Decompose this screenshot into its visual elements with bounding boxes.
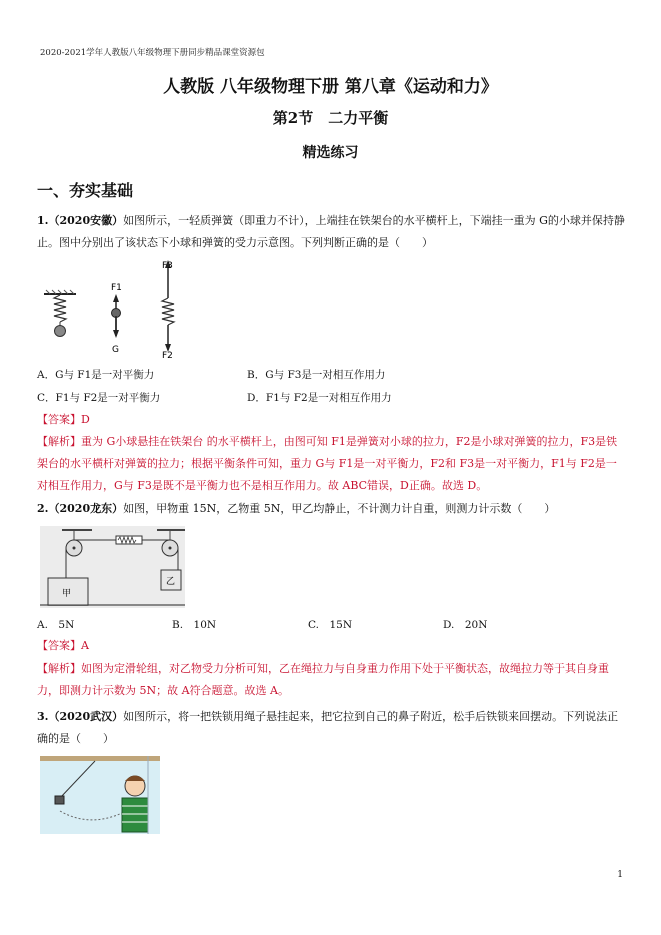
option-b: B．G与 F3是一对相互作用力 (247, 369, 386, 381)
question-text: 如图所示，一轻质弹簧（即重力不计），上端挂在铁架台的水平横杆上，下端挂一重为 G的小球并保持静止。图中分别出了该状态下小球和弹簧的受力示意图。下列判断正确的是（ ） (37, 214, 625, 249)
page-header: 2020-2021学年人教版八年级物理下册同步精品课堂资源包 (40, 48, 265, 58)
sub-title: 精选练习 (302, 145, 359, 161)
page-number: 1 (617, 870, 623, 880)
question-number: 1. (37, 214, 49, 227)
question-1-figure (40, 258, 200, 358)
question-number: 3. (37, 710, 49, 723)
label-f3: F3 (162, 261, 173, 271)
question-source: （2020安徽） (48, 214, 124, 227)
label-f2: F2 (162, 351, 173, 358)
label-f1: F1 (111, 283, 122, 293)
analysis-1: 【解析】重为 G小球悬挂在铁架台 的水平横杆上，由图可知 F1是弹簧对小球的拉力，F2是小球对弹簧的拉力，F3是铁架台的水平横杆对弹簧的拉力；根据平衡条件可知，重力 G与 F1是一对平衡力，F2和 F3是一对平衡力，F1与 F2是一对相互作用力，G与 F3是既不是平衡力也不是相互作用力。故 ABC错误，D正确。故选 D。 (37, 435, 618, 492)
option-c: C．F1与 F2是一对平衡力 (37, 392, 161, 404)
option-b: B. 10N (172, 619, 217, 631)
question-source: （2020龙东） (48, 502, 124, 515)
answer-2: 【答案】A (37, 639, 89, 652)
question-3-stem (37, 706, 627, 750)
answer-1: 【答案】D (37, 413, 90, 426)
option-c: C. 15N (308, 619, 353, 631)
option-d: D. 20N (443, 619, 488, 631)
label-jia: 甲 (62, 589, 72, 599)
ball-force-diagram (111, 283, 122, 355)
question-1-stem (37, 210, 627, 254)
option-d: D．F1与 F2是一对相互作用力 (247, 392, 392, 404)
document-title: 人教版 八年级物理下册 第八章《运动和力》 (163, 77, 498, 97)
part-heading: 一、夯实基础 (37, 181, 134, 200)
question-text: 如图，甲物重 15N，乙物重 5N，甲乙均静止，不计测力计自重，则测力计示数（ ） (123, 502, 556, 515)
label-g: G (112, 345, 119, 355)
option-a: A．G与 F1是一对平衡力 (37, 369, 155, 381)
question-text: 如图所示，将一把铁锁用绳子悬挂起来，把它拉到自己的鼻子附近，松手后铁锁来回摆动。下列说法正确的是（ ） (37, 710, 619, 745)
analysis-2: 【解析】如图为定滑轮组，对乙物受力分析可知，乙在绳拉力与自身重力作用下处于平衡状态，故绳拉力等于其自身重力，即测力计示数为 5N；故 A符合题意。故选 A。 (37, 662, 609, 697)
label-yi: 乙 (166, 577, 176, 587)
section-title: 第2节 二力平衡 (272, 109, 389, 127)
option-a: A. 5N (37, 619, 75, 631)
question-number: 2. (37, 502, 49, 515)
question-2-stem (37, 498, 627, 520)
question-2-figure (40, 526, 185, 608)
question-3-figure (40, 756, 160, 834)
question-source: （2020武汉） (48, 710, 124, 723)
spring-force-diagram (162, 260, 174, 358)
spring-ball-diagram (44, 290, 76, 337)
